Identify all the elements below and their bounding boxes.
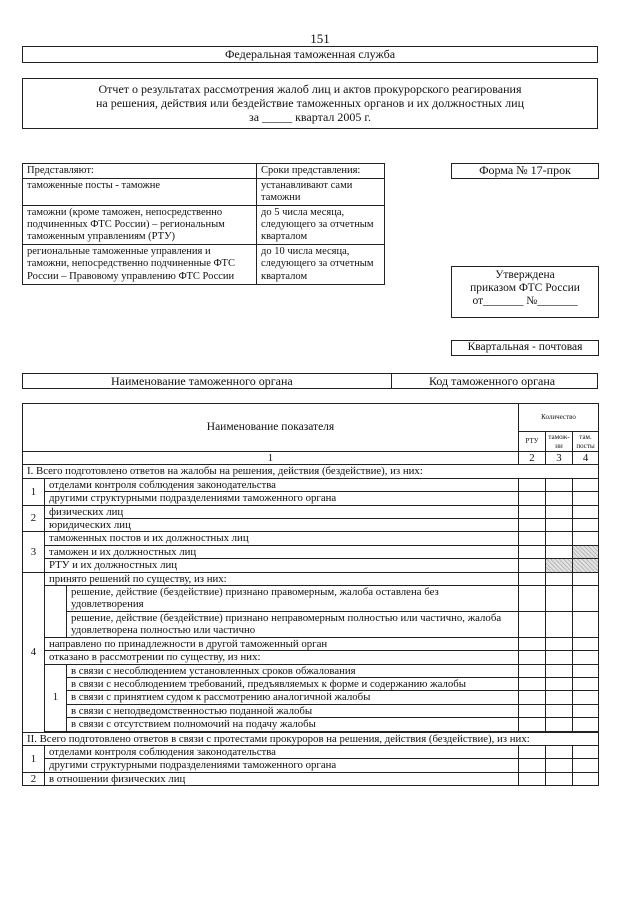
group-number: 1 [45, 664, 67, 731]
col-number: 2 [519, 452, 546, 465]
indicator-label: таможенных постов и их должностных лиц [45, 532, 519, 545]
indicator-label: другими структурными подразделениями таможенного органа [45, 492, 519, 505]
group-number: 3 [23, 532, 45, 572]
agency-name: Федеральная таможенная служба [22, 46, 598, 63]
col-number: 4 [573, 452, 599, 465]
indicator-label: таможен и их должностных лиц [45, 545, 519, 558]
col-posts: там. посты [573, 432, 599, 452]
indicator-label: в связи с несоблюдением установленных сроков обжалования [67, 664, 519, 677]
group-number: 2 [23, 505, 45, 532]
indicator-label: принято решений по существу, из них: [45, 572, 519, 585]
indicator-label: отделами контроля соблюдения законодательства [45, 745, 519, 758]
page-number: 151 [310, 31, 330, 46]
indicator-label: другими структурными подразделениями таможенного органа [45, 759, 519, 772]
group-number: 2 [23, 772, 45, 785]
shaded-cell [573, 559, 599, 572]
indicator-label: решение, действие (бездействие) признано неправомерным полностью или частично, жалоба удовлетворена полностью или частично [67, 611, 519, 637]
quantity-header: Количество [519, 404, 599, 432]
group-number: 4 [23, 572, 45, 732]
indicator-label: в связи с принятием судом к рассмотрению аналогичной жалобы [67, 691, 519, 704]
submission-who: таможни (кроме таможен, непосредственно подчиненных ФТС России) – региональным таможенным управлениям (РТУ) [23, 206, 257, 245]
approval-line-1: Утверждена [495, 269, 555, 281]
indicator-label: направлено по принадлежности в другой таможенный орган [45, 637, 519, 650]
submission-when: устанавливают сами таможни [257, 179, 385, 206]
report-title-line-3: за _____ квартал 2005 г. [249, 109, 371, 124]
indicator-label: отказано в рассмотрении по существу, из них: [45, 651, 519, 664]
org-name-label: Наименование таможенного органа [111, 374, 293, 388]
col-rtu: РТУ [519, 432, 546, 452]
indicator-label: физических лиц [45, 505, 519, 518]
submission-when: до 5 числа месяца, следующего за отчетным кварталом [257, 206, 385, 245]
indicator-label: в связи с неподведомственностью поданной жалобы [67, 704, 519, 717]
form-number: Форма № 17-прок [451, 163, 599, 179]
report-title-line-2: на решения, действия или бездействие таможенных органов и их должностных лиц [95, 95, 525, 110]
approval-line-3: от_______ №_______ [472, 295, 578, 308]
org-divider [391, 373, 392, 389]
indicator-header: Наименование показателя [23, 404, 519, 452]
submission-col-when-header: Сроки представления: [257, 164, 385, 179]
submission-when: до 10 числа месяца, следующего за отчетным кварталом [257, 245, 385, 284]
col-number: 1 [23, 452, 519, 465]
org-code-label: Код таможенного органа [429, 374, 556, 388]
indicator-label: в связи с несоблюдением требований, предъявляемых к форме и содержанию жалобы [67, 677, 519, 690]
col-number: 3 [546, 452, 573, 465]
indicator-label: в отношении физических лиц [45, 772, 519, 785]
shaded-cell [573, 545, 599, 558]
report-title [22, 78, 598, 129]
approval-line-2: приказом ФТС России [470, 282, 580, 295]
section-heading: I. Всего подготовлено ответов на жалобы на решения, действия (бездействие), из них: [23, 465, 599, 478]
indicator-label: решение, действие (бездействие) признано правомерным, жалоба оставлена без удовлетворения [67, 586, 519, 612]
group-number: 1 [23, 745, 45, 772]
approval-box [451, 266, 599, 318]
submission-col-who-header: Представляют: [23, 164, 257, 179]
indicator-table [22, 403, 599, 786]
indicator-label: РТУ и их должностных лиц [45, 559, 519, 572]
submission-who: таможенные посты - таможне [23, 179, 257, 206]
indicator-label: в связи с отсутствием полномочий на подачу жалобы [67, 718, 519, 731]
org-header [22, 373, 598, 389]
col-customs: тамож-ни [546, 432, 573, 452]
submission-who: региональные таможенные управления и таможни, непосредственно подчиненные ФТС России – Правовому управлению ФТС России [23, 245, 257, 284]
report-title-line-1: Отчет о результатах рассмотрения жалоб лиц и актов прокурорского реагирования [98, 82, 522, 96]
submission-table [22, 163, 385, 285]
shaded-cell [546, 559, 573, 572]
indicator-label: отделами контроля соблюдения законодательства [45, 478, 519, 491]
section-heading: II. Всего подготовлено ответов в связи с протестами прокуроров на решения, действия (бездействие), из них: [23, 732, 599, 745]
delivery-type: Квартальная - почтовая [451, 340, 599, 356]
indicator-label: юридических лиц [45, 519, 519, 532]
group-number: 1 [23, 478, 45, 505]
